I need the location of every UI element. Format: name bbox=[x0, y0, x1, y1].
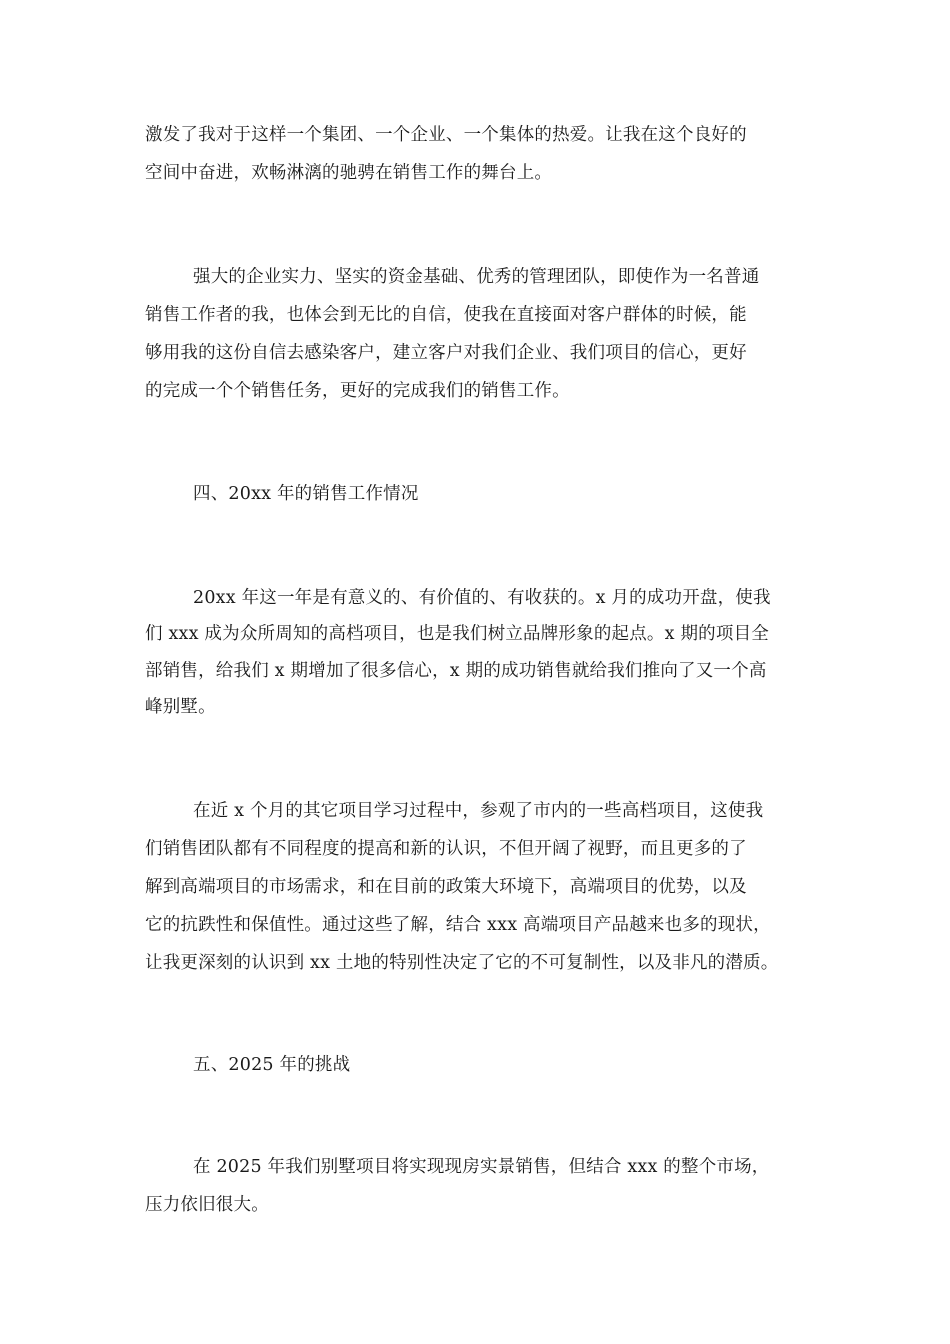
paragraph-line: 它的抗跌性和保值性。通过这些了解，结合 xxx 高端项目产品越来也多的现状， bbox=[145, 915, 771, 935]
paragraph-line: 峰别墅。 bbox=[145, 697, 216, 717]
paragraph-line: 部销售，给我们 x 期增加了很多信心，x 期的成功销售就给我们推向了又一个高 bbox=[145, 661, 767, 681]
paragraph-line: 销售工作者的我，也体会到无比的自信，使我在直接面对客户群体的时候，能 bbox=[145, 305, 747, 325]
paragraph-line: 解到高端项目的市场需求，和在目前的政策大环境下，高端项目的优势，以及 bbox=[145, 877, 747, 897]
section-heading: 四、20xx 年的销售工作情况 bbox=[193, 484, 419, 504]
paragraph-line: 们 xxx 成为众所周知的高档项目，也是我们树立品牌形象的起点。x 期的项目全 bbox=[145, 624, 769, 644]
paragraph-line: 够用我的这份自信去感染客户，建立客户对我们企业、我们项目的信心，更好 bbox=[145, 343, 747, 363]
paragraph-line: 强大的企业实力、坚实的资金基础、优秀的管理团队，即使作为一名普通 bbox=[193, 267, 760, 287]
section-heading: 五、2025 年的挑战 bbox=[193, 1055, 351, 1075]
paragraph-line: 激发了我对于这样一个集团、一个企业、一个集体的热爱。让我在这个良好的 bbox=[145, 125, 747, 145]
paragraph-line: 的完成一个个销售任务，更好的完成我们的销售工作。 bbox=[145, 381, 570, 401]
paragraph-line: 在 2025 年我们别墅项目将实现现房实景销售，但结合 xxx 的整个市场， bbox=[193, 1157, 770, 1177]
paragraph-line: 空间中奋进，欢畅淋漓的驰骋在销售工作的舞台上。 bbox=[145, 163, 553, 183]
paragraph-line: 们销售团队都有不同程度的提高和新的认识，不但开阔了视野，而且更多的了 bbox=[145, 839, 747, 859]
paragraph-line: 在近 x 个月的其它项目学习过程中，参观了市内的一些高档项目，这使我 bbox=[193, 801, 764, 821]
paragraph-line: 20xx 年这一年是有意义的、有价值的、有收获的。x 月的成功开盘，使我 bbox=[193, 588, 771, 608]
paragraph-line: 让我更深刻的认识到 xx 土地的特别性决定了它的不可复制性，以及非凡的潜质。 bbox=[145, 953, 779, 973]
paragraph-line: 压力依旧很大。 bbox=[145, 1195, 269, 1215]
